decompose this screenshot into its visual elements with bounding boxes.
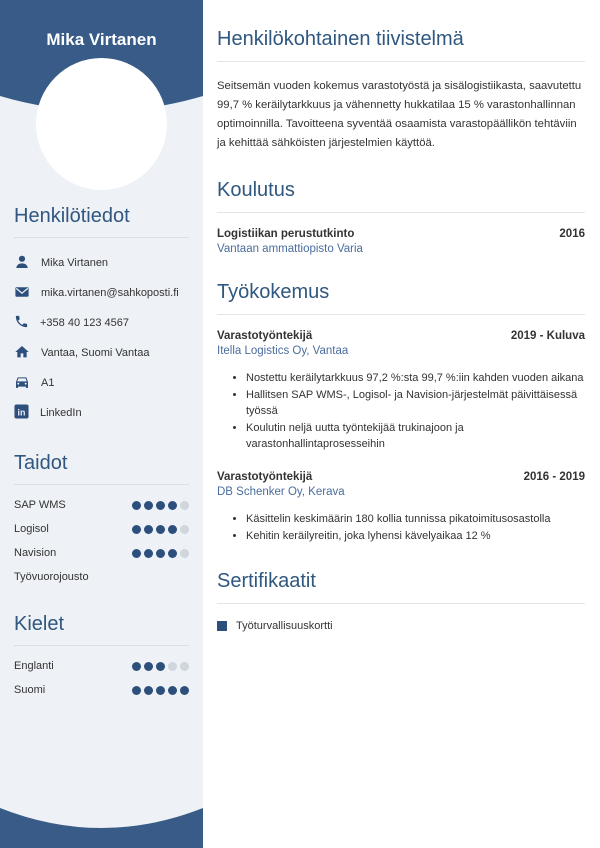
education-section-title: Koulutus xyxy=(217,179,585,213)
contact-item-label: A1 xyxy=(41,377,55,389)
contact-item-label: LinkedIn xyxy=(40,407,82,419)
job-bullet: • Koulutin neljä uutta työntekijää trukinajoon ja varastonhallintaprosesseihin xyxy=(246,420,585,452)
person-icon xyxy=(14,254,30,273)
contact-item-label: Vantaa, Suomi Vantaa xyxy=(41,347,150,359)
rating-dot-filled xyxy=(132,686,141,695)
language-rating-dots xyxy=(132,686,189,695)
job-bullet: • Nostettu keräilytarkkuus 97,2 %:sta 99,7 %:iin kahden vuoden aikana xyxy=(246,370,585,386)
skill-row xyxy=(14,493,189,517)
language-row xyxy=(14,678,189,702)
home-icon xyxy=(14,344,30,363)
profile-photo-placeholder xyxy=(36,58,167,190)
contact-item-label: mika.virtanen@sahkoposti.fi xyxy=(41,287,179,299)
skills-section xyxy=(14,452,189,589)
company-link[interactable]: DB Schenker Oy, Kerava xyxy=(217,486,345,498)
education-date: 2016 xyxy=(559,228,585,240)
job-bullet: • Käsittelin keskimäärin 180 kollia tunnissa pikatoimitusosastolla xyxy=(246,511,585,527)
contact-item-label: Mika Virtanen xyxy=(41,257,109,269)
rating-dot-filled xyxy=(156,662,165,671)
experience-entry-head xyxy=(217,471,585,483)
sidebar-content xyxy=(14,205,189,702)
rating-dot-filled xyxy=(180,686,189,695)
summary-section xyxy=(217,28,585,153)
main-column xyxy=(203,0,600,848)
languages-section-title: Kielet xyxy=(14,613,189,646)
experience-section-title: Työkokemus xyxy=(217,281,585,315)
certificate-item xyxy=(217,620,585,632)
car-icon xyxy=(14,374,30,393)
contact-item-label: +358 40 123 4567 xyxy=(40,317,130,329)
skill-label: Logisol xyxy=(14,523,49,535)
rating-dot-filled xyxy=(156,549,165,558)
skill-rating-dots xyxy=(132,525,189,534)
job-bullet: • Hallitsen SAP WMS-, Logisol- ja Navision-järjestelmät päivittäisessä työssä xyxy=(246,387,585,419)
skill-row xyxy=(14,517,189,541)
candidate-name: Mika Virtanen xyxy=(46,30,157,49)
job-date: 2019 - Kuluva xyxy=(510,330,585,342)
certificate-square-icon xyxy=(217,621,227,631)
rating-dot-filled xyxy=(132,549,141,558)
rating-dot-filled xyxy=(144,686,153,695)
summary-section-title: Henkilökohtainen tiivistelmä xyxy=(217,28,585,62)
language-label: Englanti xyxy=(14,660,54,672)
certificate-list xyxy=(217,620,585,632)
skill-rating-dots xyxy=(132,549,189,558)
rating-dot-empty xyxy=(180,549,189,558)
linkedin-icon xyxy=(14,404,29,422)
job-bullet-list xyxy=(217,370,585,452)
rating-dot-filled xyxy=(144,662,153,671)
job-title: Varastotyöntekijä xyxy=(217,330,313,342)
school-link[interactable]: Vantaan ammattiopisto Varia xyxy=(217,243,363,255)
certificates-section-title: Sertifikaatit xyxy=(217,570,585,604)
contact-item-email[interactable] xyxy=(14,278,189,308)
experience-entry-head xyxy=(217,330,585,342)
contact-item-name xyxy=(14,248,189,278)
languages-list xyxy=(14,654,189,702)
rating-dot-filled xyxy=(168,501,177,510)
rating-dot-filled xyxy=(168,549,177,558)
rating-dot-empty xyxy=(180,662,189,671)
job-title: Varastotyöntekijä xyxy=(217,471,313,483)
rating-dot-filled xyxy=(168,525,177,534)
rating-dot-filled xyxy=(132,662,141,671)
contact-section-title: Henkilötiedot xyxy=(14,205,189,238)
skills-section-title: Taidot xyxy=(14,452,189,485)
rating-dot-filled xyxy=(144,501,153,510)
skill-row xyxy=(14,565,189,589)
contact-item-driving-license xyxy=(14,368,189,398)
job-bullet-list xyxy=(217,511,585,544)
contact-list xyxy=(14,248,189,428)
svg-text:in: in xyxy=(17,407,26,418)
certificates-section xyxy=(217,570,585,632)
rating-dot-filled xyxy=(132,501,141,510)
language-rating-dots xyxy=(132,662,189,671)
experience-entry xyxy=(217,330,585,452)
job-date: 2016 - 2019 xyxy=(523,471,585,483)
rating-dot-filled xyxy=(144,525,153,534)
rating-dot-filled xyxy=(156,525,165,534)
education-entry-head xyxy=(217,228,585,240)
language-row xyxy=(14,654,189,678)
phone-icon xyxy=(14,314,29,332)
contact-item-phone xyxy=(14,308,189,338)
skill-label: SAP WMS xyxy=(14,499,66,511)
rating-dot-filled xyxy=(144,549,153,558)
rating-dot-empty xyxy=(180,501,189,510)
sidebar-footer-shape xyxy=(0,800,203,848)
education-section xyxy=(217,179,585,255)
experience-entry xyxy=(217,471,585,544)
experience-section xyxy=(217,281,585,544)
degree-title: Logistiikan perustutkinto xyxy=(217,228,355,240)
rating-dot-filled xyxy=(156,686,165,695)
language-label: Suomi xyxy=(14,684,46,696)
envelope-icon xyxy=(14,284,30,303)
rating-dot-empty xyxy=(168,662,177,671)
rating-dot-filled xyxy=(156,501,165,510)
skill-label: Työvuorojousto xyxy=(14,571,89,583)
rating-dot-filled xyxy=(132,525,141,534)
contact-item-location xyxy=(14,338,189,368)
rating-dot-filled xyxy=(168,686,177,695)
rating-dot-empty xyxy=(180,525,189,534)
job-bullet: • Kehitin keräilyreitin, joka lyhensi kävelyaikaa 12 % xyxy=(246,528,585,544)
sidebar xyxy=(0,0,203,848)
skills-list xyxy=(14,493,189,589)
skill-rating-dots xyxy=(132,501,189,510)
skill-label: Navision xyxy=(14,547,57,559)
company-link[interactable]: Itella Logistics Oy, Vantaa xyxy=(217,345,349,357)
summary-text: Seitsemän vuoden kokemus varastotyöstä ja sisälogistiikasta, saavutettu 99,7 % keräilytarkkuus ja vähennetty hukkatilaa 15 % varastonhallinnan optimoinnilla. Tavoitteena syventää osaamista varastopäällikön tehtäviin ja kehittää sähköisten järjestelmien käyttöä. xyxy=(217,80,582,149)
languages-section xyxy=(14,613,189,702)
contact-item-linkedin[interactable] xyxy=(14,398,189,428)
education-entry xyxy=(217,228,585,255)
certificate-label: Työturvallisuuskortti xyxy=(236,620,333,632)
skill-row xyxy=(14,541,189,565)
